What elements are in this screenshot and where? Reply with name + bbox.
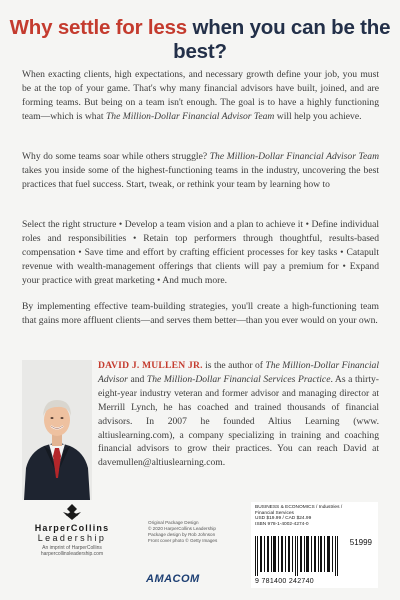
- barcode-panel: [251, 502, 378, 588]
- barcode-icon: [255, 536, 345, 576]
- barcode-digits: 9 781400 242740: [255, 578, 314, 585]
- para1-text: When exacting clients, high expectations, and necessary growth define your job, you must be at the top of your game. That's why many financial advisors have built, joined, and are forming teams. But being on a team isn't enough. The goal is to have a highly functioning team—which is what: [22, 69, 379, 122]
- benefits-list: Select the right structure • Develop a team vision and a plan to achieve it • Define individual roles and responsibilities • Retain top performers through thoughtful, results-based compensation • Save time and effort by crafting efficient processes for key tasks • Catapult revenue with wealth-management offerings that clients will pay a premium for • Expand your practice with great marketing • And much more.: [22, 219, 379, 286]
- harpercollins-flame-icon: [59, 503, 85, 521]
- author-name: DAVID J. MULLEN JR.: [98, 360, 203, 371]
- bio-text-1: is the author of: [202, 360, 266, 371]
- author-photo: [22, 360, 92, 500]
- headline-part1: Why settle for less: [9, 16, 187, 39]
- author-portrait-illustration: [22, 360, 92, 500]
- publisher-sub: Leadership: [37, 533, 107, 543]
- credit-line: © 2020 HarperCollins Leadership: [148, 526, 216, 531]
- para2-book-title: The Million-Dollar Financial Advisor Team: [209, 151, 379, 162]
- para2-text-end: takes you inside some of the highest-functioning teams in the industry, uncovering the best practices that fuel success. Start, tweak, or rethink your team by learning how to: [22, 164, 379, 190]
- para1-text-end: will help you achieve.: [274, 110, 362, 122]
- amacom-logo: AMACOM: [146, 573, 200, 585]
- credit-line: Original Package Design: [148, 520, 199, 525]
- category-line: BUSINESS & ECONOMICS / Industries /: [255, 505, 343, 510]
- publisher-imprint: An imprint of HarperCollins: [42, 545, 102, 551]
- credit-line: Package design by Rob Johnson: [148, 532, 216, 537]
- bio-text-3: . As a thirty-eight-year industry veteran and former advisor and managing director at Merrill Lynch, he has coached and trained thousands of financial advisors. In 2007 he founded Altius Learning (www. altiuslearning.com), a company specializing in training and coaching financial advisors to grow their practices. You can reach David at davemullen@altiuslearning.com.: [98, 373, 379, 469]
- category-line-2: Financial Services: [255, 510, 294, 516]
- headline: [0, 16, 400, 64]
- credit-line: Front cover photo © Getty Images: [148, 538, 218, 543]
- publisher-logo: [22, 503, 122, 557]
- bio-book-2: The Million-Dollar Financial Services Practice: [146, 373, 331, 385]
- bio-text-2: and: [127, 373, 147, 385]
- price-line: USD $19.99 / CAD $24.99: [255, 516, 312, 522]
- para1-book-title: The Million-Dollar Financial Advisor Team: [105, 110, 275, 122]
- headline-part2: when you can be the best?: [173, 16, 391, 63]
- bio-book-1: The Million-Dollar Financial Advisor: [98, 360, 379, 385]
- isbn-line: ISBN 978-1-4002-4274-0: [255, 521, 309, 527]
- publisher-url: harpercollinsleadership.com: [40, 551, 104, 557]
- para2-text: Why do some teams soar while others struggle?: [22, 151, 210, 162]
- intro-paragraph: [22, 68, 379, 124]
- question-paragraph: [22, 150, 379, 192]
- price-code: 51999: [349, 538, 372, 547]
- author-bio: [98, 359, 379, 470]
- closing-paragraph: By implementing effective team-building strategies, you'll create a high-functioning team that gains more affluent clients—and serves them better—than you ever would on your own.: [22, 301, 379, 326]
- publisher-name: HarperCollins: [34, 523, 110, 533]
- design-credits: [148, 520, 228, 544]
